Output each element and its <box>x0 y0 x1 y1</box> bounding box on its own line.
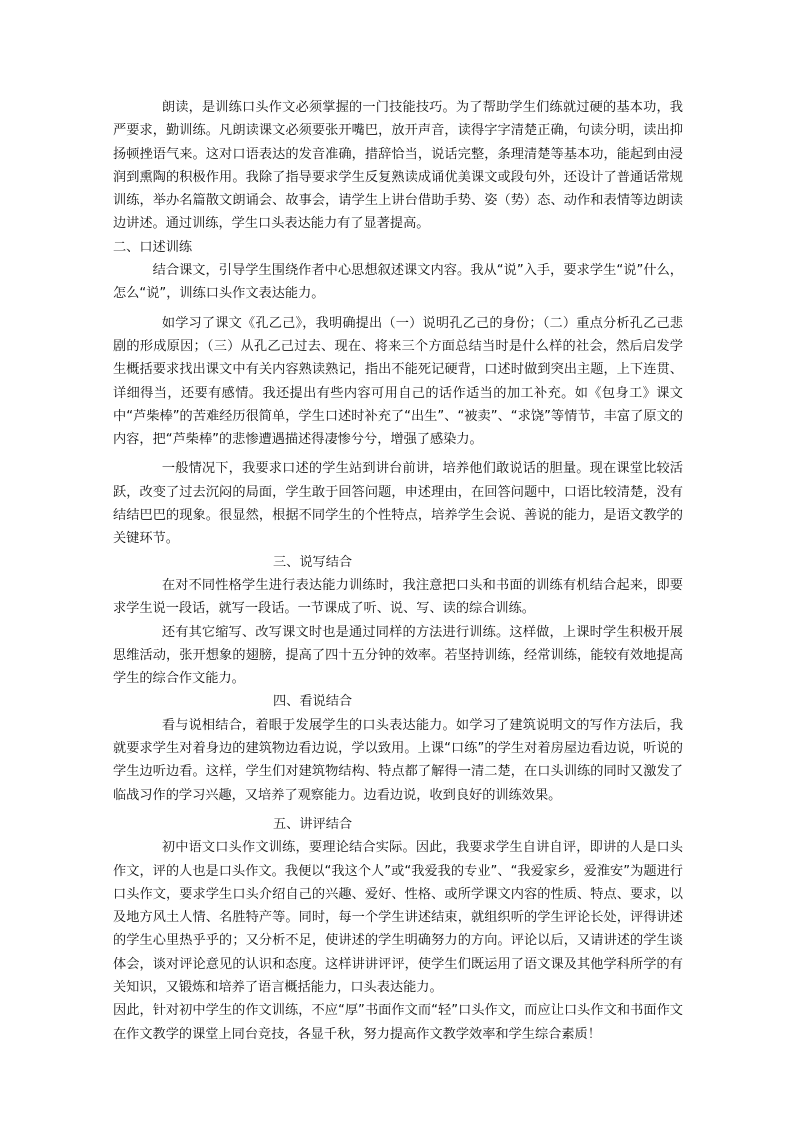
paragraph-oral-intro: 结合课文，引导学生围绕作者中心思想叙述课文内容。我从“说”入手，要求学生“说”什么，怎么“说”，训练口头作文表达能力。 <box>113 263 683 302</box>
paragraph-kong-yiji: 如学习了课文《孔乙己》，我明确提出（一）说明孔乙己的身份；（二）重点分析孔乙己悲剧的形成原因；（三）从孔乙己过去、现在、将来三个方面总结当时是什么样的社会，然后启发学生概括要求找出课文中有关内容熟读熟记，指出不能死记硬背，口述时做到突出主题，上下连贯、详细得当，还要有感情。我还提出有些内容可用自己的话作适当的加工补充。如《包身工》课文中“芦柴棒”的苦难经历很简单，学生口述时补充了“出生”、“被卖”、“求饶”等情节，丰富了原文的内容，把“芦柴棒”的悲惨遭遇描述得凄惨兮兮，增强了感染力。 <box>113 315 683 448</box>
paragraph-reading: 朗读，是训练口头作文必须掌握的一门技能技巧。为了帮助学生们练就过硬的基本功，我严要求，勤训练。凡朗读课文必须要张开嘴巴，放开声音，读得字字清楚正确，句读分明，读出抑扬顿挫语气来。这对口语表达的发音准确，措辞恰当，说话完整，条理清楚等基本功，能起到由浸润到熏陶的积极作用。我除了指导要求学生反复熟读成诵优美课文或段句外，还设计了普通话常规训练，举办名篇散文朗诵会、故事会，请学生上讲台借助手势、姿（势）态、动作和表情等边朗读边讲述。通过训练，学生口头表达能力有了显著提高。 <box>113 100 683 232</box>
paragraph-look-speak: 看与说相结合，着眼于发展学生的口头表达能力。如学习了建筑说明文的写作方法后，我就要求学生对着身边的建筑物边看边说，学以致用。上课“口练”的学生对着房屋边看边说，听说的学生边听边看。这样，学生们对建筑物结构、特点都了解得一清二楚，在口头训练的同时又激发了临战习作的学习兴趣，又培养了观察能力。边看边说，收到良好的训练效果。 <box>113 717 683 803</box>
section-heading-look-speak: 四、看说结合 <box>273 694 353 710</box>
document-body <box>113 96 683 1046</box>
paragraph-conclusion: 因此，针对初中学生的作文训练，不应“厚”书面作文而“轻”口头作文，而应让口头作文和书面作文在作文教学的课堂上同台竞技，各显千秋，努力提高作文教学效率和学生综合素质！ <box>113 1003 683 1042</box>
section-heading-comment: 五、讲评结合 <box>273 816 353 832</box>
section-heading-speak-write: 三、说写结合 <box>273 554 353 570</box>
paragraph-podium: 一般情况下，我要求口述的学生站到讲台前讲，培养他们敢说话的胆量。现在课堂比较活跃，改变了过去沉闷的局面，学生敢于回答问题，申述理由，在回答问题中，口语比较清楚，没有结结巴巴的现象。很显然，根据不同学生的个性特点，培养学生会说、善说的能力，是语文教学的关键环节。 <box>113 461 683 547</box>
section-heading-oral-narration: 二、口述训练 <box>113 239 193 255</box>
paragraph-speak-write-1: 在对不同性格学生进行表达能力训练时，我注意把口头和书面的训练有机结合起来，即要求学生说一段话，就写一段话。一节课成了听、说、写、读的综合训练。 <box>113 577 683 617</box>
paragraph-comment: 初中语文口头作文训练，要理论结合实际。因此，我要求学生自讲自评，即讲的人是口头作文，评的人也是口头作文。我便以“我这个人”或“我爱我的专业”、“我爱家乡，爱淮安”为题进行口头作文，要求学生口头介绍自己的兴趣、爱好、性格、或所学课文内容的性质、特点、要求，以及地方风土人情、名胜特产等。同时，每一个学生讲述结束，就组织听的学生评论长处，评得讲述的学生心里热乎乎的；又分析不足，使讲述的学生明确努力的方向。评论以后，又请讲述的学生谈体会，谈对评论意见的认识和态度。这样讲讲评评，使学生们既运用了语文课及其他学科所学的有关知识，又锻炼和培养了语言概括能力，口头表达能力。 <box>113 840 683 995</box>
paragraph-speak-write-2: 还有其它缩写、改写课文时也是通过同样的方法进行训练。这样做，上课时学生积极开展思维活动，张开想象的翅膀，提高了四十五分钟的效率。若坚持训练，经常训练，能较有效地提高学生的综合作文能力。 <box>113 624 683 687</box>
